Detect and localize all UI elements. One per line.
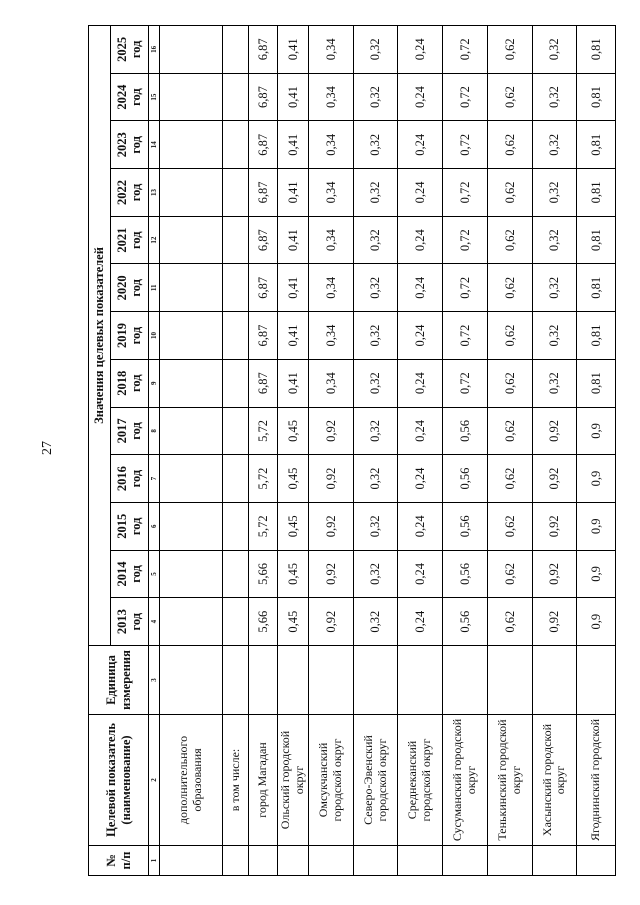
value-cell <box>160 73 223 121</box>
value-cell: 0,41 <box>277 25 308 73</box>
value-cell: 0,32 <box>353 73 398 121</box>
row-name-cell: Сусуманский городской округ <box>443 715 488 846</box>
header-year: 2018 год <box>111 359 149 407</box>
value-cell: 0,24 <box>398 312 443 360</box>
value-cell <box>223 455 249 503</box>
value-cell: 0,62 <box>487 455 532 503</box>
value-cell: 0,32 <box>353 550 398 598</box>
value-cell <box>160 312 223 360</box>
table-row <box>277 25 308 875</box>
row-name-cell: дополнительного образования <box>160 715 223 846</box>
value-cell: 0,41 <box>277 359 308 407</box>
value-cell: 0,92 <box>308 502 353 550</box>
value-cell: 0,56 <box>443 598 488 646</box>
value-cell: 6,87 <box>249 359 277 407</box>
value-cell: 0,72 <box>443 359 488 407</box>
column-number: 5 <box>149 550 160 598</box>
table-row <box>487 25 532 875</box>
value-cell <box>223 312 249 360</box>
value-cell: 5,66 <box>249 598 277 646</box>
value-cell: 0,81 <box>577 25 616 73</box>
value-cell: 0,24 <box>398 407 443 455</box>
value-cell <box>160 455 223 503</box>
value-cell: 0,34 <box>308 359 353 407</box>
table-row <box>532 25 577 875</box>
value-cell: 6,87 <box>249 73 277 121</box>
row-name-cell: в том числе: <box>223 715 249 846</box>
value-cell: 0,62 <box>487 216 532 264</box>
value-cell: 0,24 <box>398 550 443 598</box>
value-cell: 0,41 <box>277 312 308 360</box>
row-unit-cell <box>443 646 488 715</box>
value-cell: 0,41 <box>277 73 308 121</box>
value-cell: 0,32 <box>353 359 398 407</box>
value-cell <box>223 216 249 264</box>
header-year: 2024 год <box>111 73 149 121</box>
value-cell: 0,45 <box>277 598 308 646</box>
page-number: 27 <box>40 441 55 455</box>
value-cell <box>160 598 223 646</box>
value-cell: 0,56 <box>443 407 488 455</box>
value-cell: 0,62 <box>487 264 532 312</box>
value-cell <box>160 25 223 73</box>
header-year: 2023 год <box>111 121 149 169</box>
row-num-cell <box>223 846 249 876</box>
value-cell: 5,72 <box>249 407 277 455</box>
value-cell: 0,34 <box>308 25 353 73</box>
column-number: 6 <box>149 502 160 550</box>
value-cell: 5,72 <box>249 502 277 550</box>
row-num-cell <box>353 846 398 876</box>
row-unit-cell <box>487 646 532 715</box>
value-cell: 0,92 <box>532 598 577 646</box>
value-cell: 0,81 <box>577 312 616 360</box>
value-cell: 0,41 <box>277 264 308 312</box>
value-cell: 0,81 <box>577 359 616 407</box>
value-cell: 0,24 <box>398 502 443 550</box>
value-cell: 0,45 <box>277 550 308 598</box>
value-cell: 0,9 <box>577 455 616 503</box>
value-cell: 0,72 <box>443 73 488 121</box>
value-cell <box>160 407 223 455</box>
value-cell <box>223 73 249 121</box>
header-year: 2017 год <box>111 407 149 455</box>
column-number: 3 <box>149 646 160 715</box>
row-unit-cell <box>249 646 277 715</box>
value-cell: 5,72 <box>249 455 277 503</box>
value-cell: 5,66 <box>249 550 277 598</box>
row-num-cell <box>160 846 223 876</box>
table-row <box>308 25 353 875</box>
value-cell: 0,34 <box>308 169 353 217</box>
value-cell: 0,81 <box>577 264 616 312</box>
column-number: 8 <box>149 407 160 455</box>
row-unit-cell <box>223 646 249 715</box>
row-num-cell <box>398 846 443 876</box>
value-cell: 0,81 <box>577 169 616 217</box>
value-cell <box>160 502 223 550</box>
value-cell: 0,32 <box>532 121 577 169</box>
value-cell: 0,24 <box>398 359 443 407</box>
row-name-cell: Ягоднинский городской <box>577 715 616 846</box>
value-cell <box>223 407 249 455</box>
column-number: 7 <box>149 455 160 503</box>
value-cell: 0,9 <box>577 550 616 598</box>
value-cell: 0,62 <box>487 550 532 598</box>
row-unit-cell <box>577 646 616 715</box>
row-unit-cell <box>353 646 398 715</box>
value-cell: 0,92 <box>308 598 353 646</box>
value-cell: 0,32 <box>353 121 398 169</box>
header-year: 2013 год <box>111 598 149 646</box>
column-number: 13 <box>149 169 160 217</box>
table-row <box>353 25 398 875</box>
value-cell: 6,87 <box>249 25 277 73</box>
value-cell: 6,87 <box>249 169 277 217</box>
table-row <box>577 25 616 875</box>
column-number: 14 <box>149 121 160 169</box>
value-cell: 0,72 <box>443 25 488 73</box>
value-cell: 0,32 <box>353 25 398 73</box>
value-cell: 0,62 <box>487 169 532 217</box>
table-row <box>160 25 223 875</box>
value-cell: 0,45 <box>277 455 308 503</box>
row-num-cell <box>487 846 532 876</box>
value-cell: 0,45 <box>277 502 308 550</box>
row-num-cell <box>277 846 308 876</box>
value-cell: 0,9 <box>577 502 616 550</box>
table-row <box>398 25 443 875</box>
value-cell: 0,92 <box>308 455 353 503</box>
header-year: 2016 год <box>111 455 149 503</box>
column-number: 12 <box>149 216 160 264</box>
column-number: 11 <box>149 264 160 312</box>
row-unit-cell <box>160 646 223 715</box>
value-cell <box>223 550 249 598</box>
value-cell: 0,72 <box>443 312 488 360</box>
header-year: 2025 год <box>111 25 149 73</box>
value-cell: 6,87 <box>249 264 277 312</box>
value-cell: 0,24 <box>398 169 443 217</box>
value-cell <box>223 502 249 550</box>
header-year: 2020 год <box>111 264 149 312</box>
value-cell <box>223 121 249 169</box>
value-cell <box>160 216 223 264</box>
value-cell: 0,32 <box>532 312 577 360</box>
row-unit-cell <box>532 646 577 715</box>
value-cell: 0,45 <box>277 407 308 455</box>
value-cell <box>160 550 223 598</box>
value-cell <box>160 264 223 312</box>
value-cell: 0,24 <box>398 264 443 312</box>
value-cell: 0,32 <box>353 598 398 646</box>
value-cell: 0,24 <box>398 455 443 503</box>
value-cell: 0,72 <box>443 264 488 312</box>
header-year: 2019 год <box>111 312 149 360</box>
value-cell: 0,62 <box>487 407 532 455</box>
column-number: 1 <box>149 846 160 876</box>
value-cell <box>160 169 223 217</box>
value-cell: 0,24 <box>398 25 443 73</box>
value-cell: 0,32 <box>353 264 398 312</box>
value-cell: 0,32 <box>532 216 577 264</box>
value-cell: 0,32 <box>532 73 577 121</box>
table-row <box>249 25 277 875</box>
value-cell: 0,32 <box>532 169 577 217</box>
header-year: 2021 год <box>111 216 149 264</box>
header-values-group: Значения целевых показателей <box>89 25 111 645</box>
value-cell <box>223 169 249 217</box>
value-cell: 0,62 <box>487 598 532 646</box>
column-number: 10 <box>149 312 160 360</box>
value-cell: 0,92 <box>532 502 577 550</box>
value-cell: 0,24 <box>398 598 443 646</box>
value-cell: 0,92 <box>532 407 577 455</box>
value-cell: 0,62 <box>487 73 532 121</box>
value-cell: 0,32 <box>353 407 398 455</box>
row-unit-cell <box>398 646 443 715</box>
header-name: Целевой показатель (наименование) <box>89 715 149 846</box>
value-cell: 0,32 <box>532 264 577 312</box>
value-cell <box>160 121 223 169</box>
header-unit: Единица измерения <box>89 646 149 715</box>
value-cell: 0,56 <box>443 550 488 598</box>
row-num-cell <box>577 846 616 876</box>
row-num-cell <box>249 846 277 876</box>
row-name-cell: Ольский городской округ <box>277 715 308 846</box>
value-cell: 0,62 <box>487 121 532 169</box>
value-cell: 0,41 <box>277 216 308 264</box>
value-cell: 0,34 <box>308 121 353 169</box>
value-cell: 0,24 <box>398 216 443 264</box>
value-cell: 0,62 <box>487 359 532 407</box>
value-cell: 0,32 <box>532 25 577 73</box>
value-cell: 0,32 <box>353 312 398 360</box>
column-number: 2 <box>149 715 160 846</box>
column-number: 4 <box>149 598 160 646</box>
value-cell <box>223 264 249 312</box>
value-cell <box>223 359 249 407</box>
row-num-cell <box>308 846 353 876</box>
value-cell: 0,32 <box>353 169 398 217</box>
value-cell: 0,56 <box>443 502 488 550</box>
value-cell: 6,87 <box>249 121 277 169</box>
value-cell: 0,34 <box>308 216 353 264</box>
value-cell: 0,72 <box>443 121 488 169</box>
column-number: 16 <box>149 25 160 73</box>
header-num: № п/п <box>89 846 149 876</box>
table-row <box>443 25 488 875</box>
value-cell: 0,9 <box>577 598 616 646</box>
value-cell: 0,92 <box>308 550 353 598</box>
row-name-cell: Среднеканский городской округ <box>398 715 443 846</box>
value-cell <box>223 598 249 646</box>
value-cell: 0,34 <box>308 312 353 360</box>
value-cell: 0,81 <box>577 73 616 121</box>
row-name-cell: Тенькинский городской округ <box>487 715 532 846</box>
value-cell: 0,92 <box>308 407 353 455</box>
header-year: 2022 год <box>111 169 149 217</box>
value-cell: 0,62 <box>487 502 532 550</box>
value-cell: 6,87 <box>249 216 277 264</box>
value-cell: 0,34 <box>308 73 353 121</box>
targets-table <box>88 25 616 876</box>
value-cell <box>223 25 249 73</box>
header-year: 2014 год <box>111 550 149 598</box>
value-cell: 0,34 <box>308 264 353 312</box>
table-row <box>223 25 249 875</box>
value-cell: 0,24 <box>398 73 443 121</box>
row-num-cell <box>443 846 488 876</box>
value-cell: 0,9 <box>577 407 616 455</box>
value-cell: 0,62 <box>487 312 532 360</box>
value-cell: 0,81 <box>577 216 616 264</box>
value-cell: 0,32 <box>532 359 577 407</box>
row-name-cell: Омсукчанский городской округ <box>308 715 353 846</box>
value-cell: 0,81 <box>577 121 616 169</box>
row-unit-cell <box>277 646 308 715</box>
value-cell: 0,32 <box>353 455 398 503</box>
value-cell: 0,62 <box>487 25 532 73</box>
header-year: 2015 год <box>111 502 149 550</box>
value-cell: 0,56 <box>443 455 488 503</box>
column-number: 15 <box>149 73 160 121</box>
value-cell <box>160 359 223 407</box>
row-num-cell <box>532 846 577 876</box>
value-cell: 0,41 <box>277 169 308 217</box>
value-cell: 0,24 <box>398 121 443 169</box>
value-cell: 0,92 <box>532 550 577 598</box>
column-number: 9 <box>149 359 160 407</box>
value-cell: 0,72 <box>443 169 488 217</box>
row-unit-cell <box>308 646 353 715</box>
value-cell: 0,32 <box>353 502 398 550</box>
row-name-cell: город Магадан <box>249 715 277 846</box>
rotated-table-wrapper <box>88 26 616 876</box>
value-cell: 0,32 <box>353 216 398 264</box>
value-cell: 0,72 <box>443 216 488 264</box>
value-cell: 0,92 <box>532 455 577 503</box>
row-name-cell: Северо-Эвенский городской округ <box>353 715 398 846</box>
value-cell: 0,41 <box>277 121 308 169</box>
value-cell: 6,87 <box>249 312 277 360</box>
row-name-cell: Хасынский городской округ <box>532 715 577 846</box>
